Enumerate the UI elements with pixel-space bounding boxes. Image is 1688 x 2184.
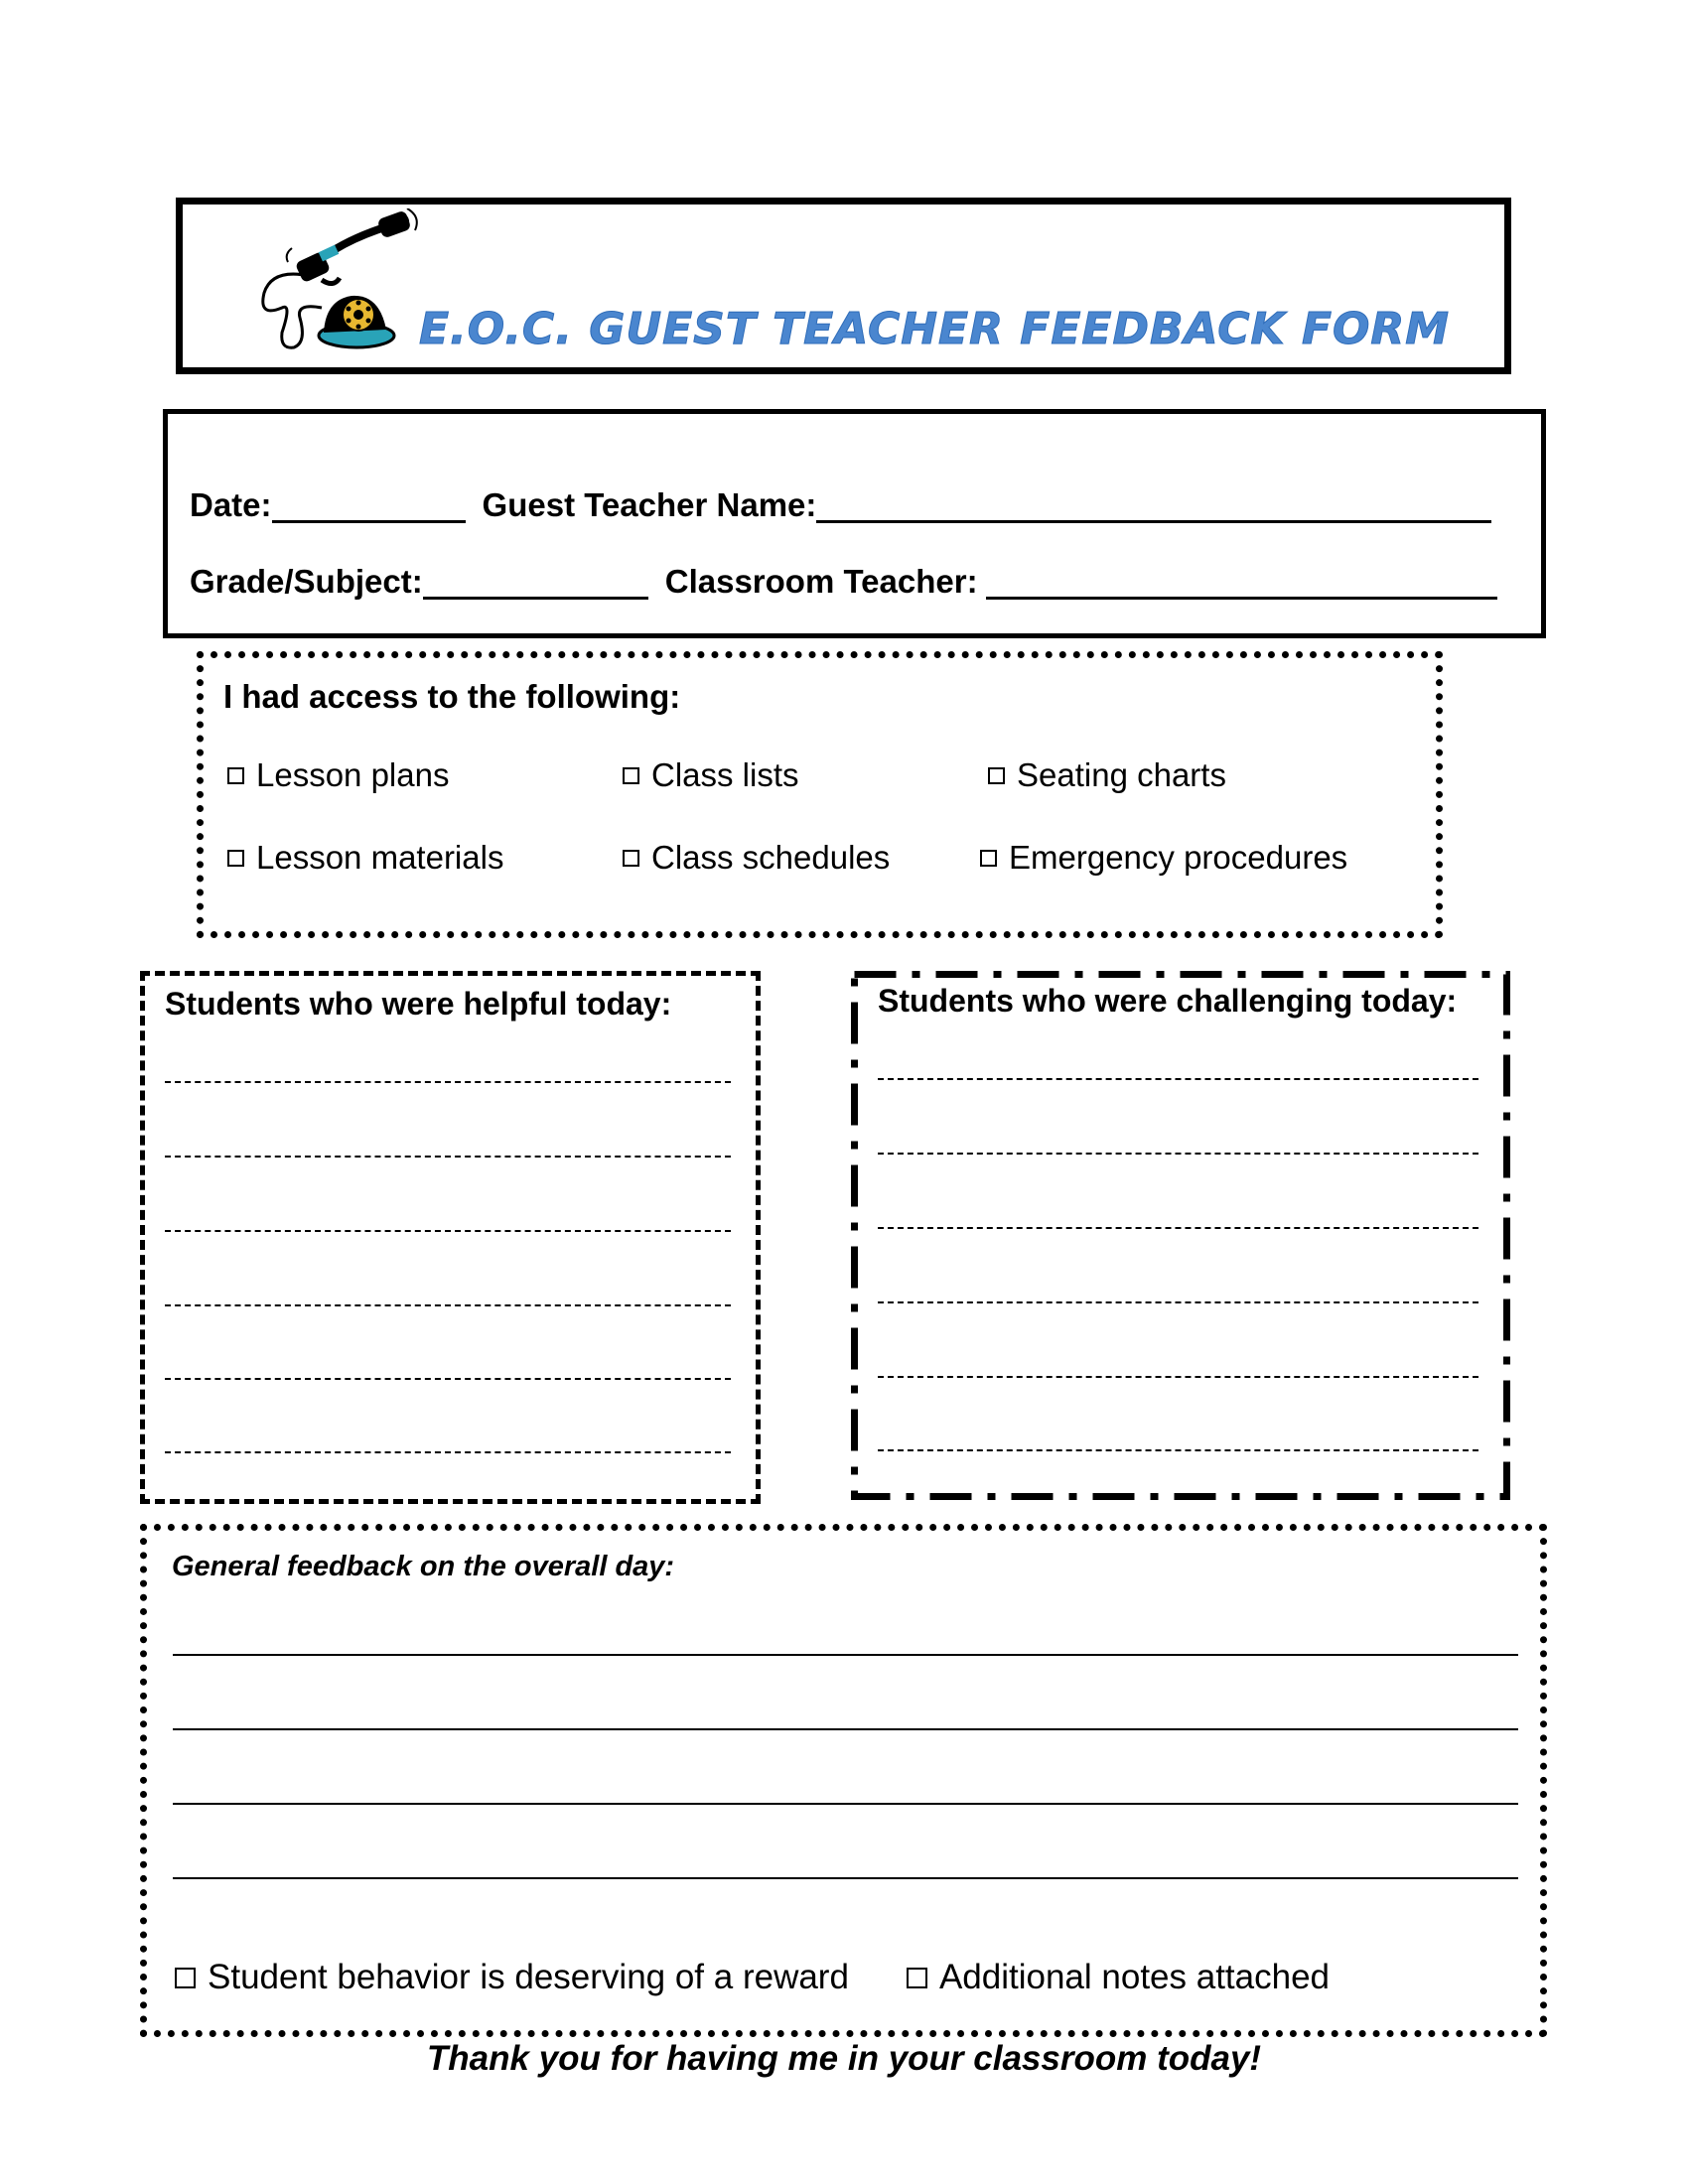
guest-teacher-label: Guest Teacher Name:: [482, 486, 817, 523]
grade-subject-label: Grade/Subject:: [190, 563, 423, 600]
notes-checkbox-icon[interactable]: [907, 1968, 927, 1988]
feedback-options: [175, 1958, 1330, 1997]
vintage-telephone-icon: [252, 208, 421, 352]
feedback-line[interactable]: [173, 1728, 1518, 1730]
checkbox-icon[interactable]: [227, 850, 244, 867]
option-lesson-plans[interactable]: Lesson plans: [227, 756, 449, 794]
option-lesson-materials[interactable]: Lesson materials: [227, 839, 503, 877]
helpful-heading: Students who were helpful today:: [165, 986, 672, 1022]
checkbox-icon[interactable]: [623, 767, 639, 784]
option-class-lists[interactable]: Class lists: [623, 756, 799, 794]
helpful-students-section: [140, 971, 761, 1504]
feedback-line[interactable]: [173, 1877, 1518, 1879]
general-feedback-section: [140, 1524, 1547, 2037]
reward-checkbox-icon[interactable]: [175, 1968, 196, 1988]
option-seating-charts[interactable]: Seating charts: [988, 756, 1226, 794]
helpful-line[interactable]: [165, 1230, 731, 1232]
helpful-line[interactable]: [165, 1451, 731, 1453]
reward-option-label: Student behavior is deserving of a reward: [208, 1958, 849, 1996]
grade-subject-field[interactable]: [423, 567, 648, 600]
date-field[interactable]: [272, 490, 466, 523]
challenging-students-section: [851, 971, 1510, 1500]
helpful-line[interactable]: [165, 1304, 731, 1306]
checkbox-icon[interactable]: [227, 767, 244, 784]
challenging-line[interactable]: [878, 1301, 1478, 1303]
checkbox-icon[interactable]: [623, 850, 639, 867]
checkbox-icon[interactable]: [980, 850, 997, 867]
helpful-line[interactable]: [165, 1156, 731, 1158]
notes-option-label: Additional notes attached: [938, 1958, 1331, 1996]
thank-you-message: Thank you for having me in your classroom today!: [426, 2039, 1262, 2078]
challenging-line[interactable]: [878, 1449, 1478, 1451]
feedback-line[interactable]: [173, 1803, 1518, 1805]
classroom-teacher-label: Classroom Teacher:: [664, 563, 978, 600]
checkbox-icon[interactable]: [988, 767, 1005, 784]
form-header: [176, 198, 1511, 374]
access-section: [197, 651, 1443, 938]
helpful-line[interactable]: [165, 1378, 731, 1380]
challenging-heading: Students who were challenging today:: [878, 983, 1458, 1019]
guest-teacher-field[interactable]: [816, 490, 1491, 523]
access-heading: I had access to the following:: [223, 678, 681, 715]
option-class-schedules[interactable]: Class schedules: [623, 839, 890, 877]
option-emergency-procedures[interactable]: Emergency procedures: [980, 839, 1347, 877]
info-section: [163, 409, 1546, 638]
challenging-line[interactable]: [878, 1227, 1478, 1229]
classroom-teacher-field[interactable]: [986, 567, 1497, 600]
challenging-line[interactable]: [878, 1078, 1478, 1080]
date-label: Date:: [190, 486, 272, 523]
form-title: E.O.C. GUEST TEACHER FEEDBACK FORM: [419, 304, 1451, 354]
challenging-line[interactable]: [878, 1376, 1478, 1378]
challenging-line[interactable]: [878, 1153, 1478, 1155]
dash-dot-border: [851, 971, 1510, 1500]
feedback-line[interactable]: [173, 1654, 1518, 1656]
helpful-line[interactable]: [165, 1081, 731, 1083]
feedback-heading: General feedback on the overall day:: [172, 1551, 675, 1582]
